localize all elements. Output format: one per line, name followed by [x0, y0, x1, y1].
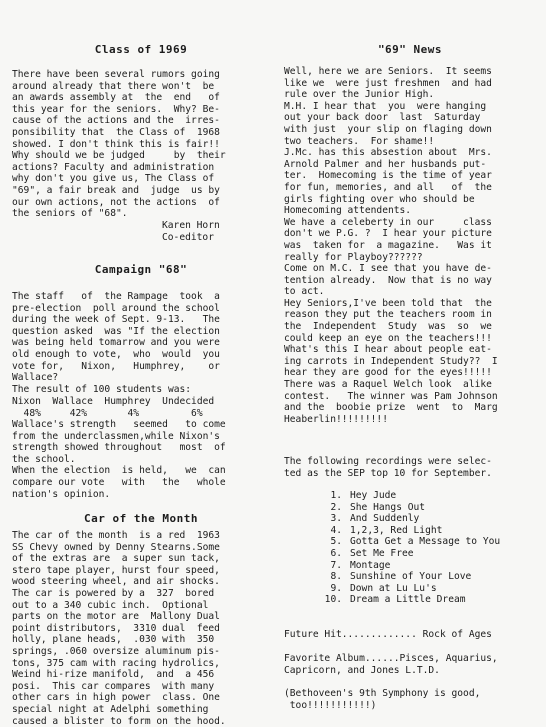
- recording-number: 2.: [330, 501, 342, 513]
- recording-title: Hey Jude: [350, 490, 397, 501]
- recording-title: Dream a Little Dream: [350, 594, 466, 606]
- recording-number: 8.: [330, 571, 342, 583]
- recording-number: 7.: [330, 559, 342, 571]
- favorite-album: Favorite Album......Pisces, Aquarius, Capricorn, and Jones L.T.D.: [284, 653, 498, 676]
- recording-title: Set Me Free: [350, 547, 414, 559]
- campaign-68-analysis: Wallace's strength seemed to come from the underclassmen,while Nixon's strength showed throughout most of the school. When the election is held, we can compare our vote with the whole nation's opinion.: [12, 419, 226, 500]
- recording-title: Sunshine of Your Love: [350, 571, 472, 583]
- class-of-1969-signature: Karen Horn Co-editor: [162, 220, 220, 243]
- recording-item: [284, 571, 500, 583]
- campaign-68-body: The staff of the Rampage took a pre-election poll around the school during the week of Sept. 9-13. The question asked was "If the election was being held tomarrow and you were old enough to vote, who would you vote for, Nixon, Humphrey, or Wallace? The result of 100 students was:: [12, 291, 220, 395]
- class-of-1969-body: There have been several rumors going around already that there won't be an awards assembly at the end of this year for the seniors. Why? Be- cause of the actions and the irres- ponsibility that the Class of 1968 showed. I don't think this is fair!! Why should we be judged by their actions? Faculty and administration why don't you give us, The Class of "69", a fair break and judge us by our own actions, not the actions of the seniors of "68".: [12, 69, 226, 220]
- campaign-68-title: Campaign "68": [94, 263, 188, 276]
- recording-number: 6.: [330, 547, 342, 559]
- recording-item: [284, 513, 500, 525]
- future-hit: Future Hit............. Rock of Ages: [284, 629, 492, 640]
- recording-number: 10.: [324, 594, 342, 606]
- recording-number: 4.: [330, 524, 342, 536]
- recording-number: 1.: [330, 490, 342, 501]
- recording-number: 9.: [330, 582, 342, 594]
- class-of-1969-title: Class of 1969: [94, 43, 188, 56]
- recording-item: [284, 502, 500, 514]
- recording-item: [284, 548, 500, 560]
- recording-number: 3.: [330, 513, 342, 525]
- recording-item: [284, 525, 500, 537]
- recording-item: [284, 560, 500, 572]
- recording-item: [284, 536, 500, 548]
- top-10-recordings-list: [284, 490, 500, 606]
- recording-title: She Hangs Out: [350, 501, 426, 513]
- recording-title: Gotta Get a Message to You: [350, 536, 501, 548]
- recording-title: 1,2,3, Red Light: [350, 524, 443, 536]
- recording-item: [284, 583, 500, 595]
- recording-item: [284, 490, 500, 502]
- car-of-the-month-title: Car of the Month: [84, 512, 198, 525]
- recording-title: Down at Lu Lu's: [350, 582, 437, 594]
- recording-item: [284, 594, 500, 606]
- recording-title: Montage: [350, 559, 391, 571]
- beethoven-note: (Bethoveen's 9th Symphony is good, too!!!!!!!!!!!): [284, 688, 481, 711]
- recordings-intro: The following recordings were selec- ted as the SEP top 10 for September.: [284, 456, 492, 479]
- poll-results: Nixon Wallace Humphrey Undecided 48% 42% 4% 6%: [12, 396, 215, 419]
- 69-news-title: "69" News: [377, 43, 443, 56]
- recording-title: And Suddenly: [350, 513, 420, 525]
- 69-news-body: Well, here we are Seniors. It seems like we were just freshmen and had rule over the Junior High. M.H. I hear that you were hanging out your back door last Saturday with just your slip on flaging down two teachers. For shame!! J.Mc. has this absestion about Mrs. Arnold Palmer and her husbands put- ter. Homecoming is the time of year for fun, memories, and all of the girls fighting over who should be Homecoming attendents. We have a celeberty in our class don't we P.G. ? I hear your picture was taken for a magazine. Was it really for Playboy?????? Come on M.C. I see that you have de- tention already. Now that is no way to act. Hey Seniors,I've been told that the reason they put the teachers room in the Independent Study was so we could keep an eye on the teachers!!! What's this I hear about people eat- ing carrots in Independent Study?? I hear they are good for the eyes!!!!! There was a Raquel Welch look alike contest. The winner was Pam Johnson and the boobie prize went to Marg Heaberlin!!!!!!!!!: [284, 66, 498, 425]
- car-of-the-month-body: The car of the month is a red 1963 SS Chevy owned by Denny Stearns.Some of the extras are a super sun tack, stero tape player, hurst four speed, wood steering wheel, and air shocks. The car is powered by a 327 bored out to a 340 cubic inch. Optional parts on the motor are Mallony Dual point distributors, 3310 dual feed holly, plane heads, .030 with 350 springs, .060 oversize aluminum pis- tons, 375 cam with racing hydrolics, Weind hi-rize manifold, and a 456 posi. This car compares with many other cars in high power class. One special night at Adelphi something caused a blister to form on the hood.: [12, 530, 226, 727]
- recording-number: 5.: [330, 536, 342, 548]
